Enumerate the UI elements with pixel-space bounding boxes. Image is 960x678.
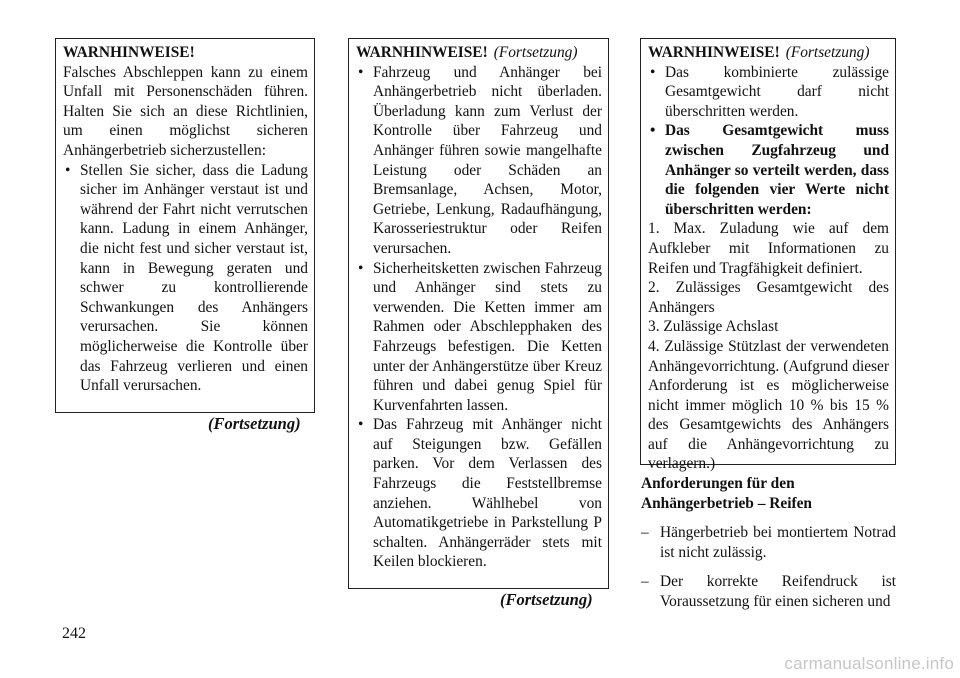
limit-item: 2. Zulässiges Gesamtgewicht des Anhängers	[648, 279, 889, 316]
warning-title: WARNHINWEISE! (Fortsetzung)	[356, 44, 578, 61]
warning-title: WARNHINWEISE!	[63, 44, 195, 61]
warning-bullet-bold: • Das Gesamtgewicht muss zwischen Zugfahrzeug und Anhänger so verteilt werden, dass die folgenden vier Werte nicht überschritten werden:	[648, 121, 889, 219]
warning-list	[63, 161, 308, 396]
warning-list	[648, 63, 889, 220]
warning-title: WARNHINWEISE! (Fortsetzung)	[648, 44, 870, 61]
warning-bullet: • Stellen Sie sicher, dass die Ladung sicher im Anhänger verstaut ist und während der Fahrt nicht verrutschen kann. Ladung in einem Anhänger, die nicht fest und sicher verstaut ist, kann in Bewegung geraten und schwer zu kontrollierende Schwankungen des Anhängers verursachen. Sie können möglicherweise die Kontrolle über das Fahrzeug verlieren und einen Unfall verursachen.	[63, 161, 308, 396]
warning-list	[356, 63, 602, 572]
section-heading: Anforderungen für den Anhängerbetrieb – Reifen	[641, 475, 812, 512]
page-number: 242	[62, 625, 86, 642]
warning-intro: Falsches Abschleppen kann zu einem Unfall mit Personenschäden führen. Halten Sie sich an diese Richtlinien, um einen möglichst sicheren Anhängerbetrieb sicherzustellen:	[63, 63, 308, 159]
warning-bullet: • Fahrzeug und Anhänger bei Anhängerbetrieb nicht überladen. Überladung kann zum Verlust der Kontrolle über Fahrzeug und Anhänger führen sowie mangelhafte Leistung oder Schäden an Bremsanlage, Achsen, Motor, Getriebe, Lenkung, Radaufhängung, Karosseriestruktur oder Reifen verursachen.	[356, 63, 602, 259]
watermark: carmanualsonline.info	[784, 654, 954, 674]
dash-item: – Hängerbetrieb bei montiertem Notrad ist nicht zulässig.	[641, 523, 896, 562]
warning-bullet: • Das Fahrzeug mit Anhänger nicht auf Steigungen bzw. Gefällen parken. Vor dem Verlassen des Fahrzeugs die Feststellbremse anziehen. Wählhebel von Automatikgetriebe in Parkstellung P schalten. Anhängerräder stets mit Keilen blockieren.	[356, 415, 602, 572]
continued-label: (Fortsetzung)	[208, 414, 301, 433]
warning-box-1	[55, 38, 315, 413]
warning-bullet: • Sicherheitsketten zwischen Fahrzeug und Anhänger sind stets zu verwenden. Die Ketten immer am Rahmen oder Abschlepphaken des Fahrzeugs befestigen. Die Ketten unter der Anhängerstütze über Kreuz führen und dabei genug Spiel für Kurvenfahrten lassen.	[356, 259, 602, 416]
tire-requirements-section	[641, 474, 896, 612]
warning-box-3	[640, 38, 896, 473]
warning-box-2	[348, 38, 609, 589]
dash-item: – Der korrekte Reifendruck ist Voraussetzung für einen sicheren und	[641, 572, 896, 611]
limit-item: 4. Zulässige Stützlast der verwendeten Anhängevorrichtung. (Aufgrund dieser Anforderung ist es möglicherweise nicht immer möglich 10 % bis 15 % des Gesamtgewichts des Anhängers auf die Anhängevorrichtung zu verlagern.)	[648, 337, 889, 473]
continued-label: (Fortsetzung)	[500, 590, 593, 609]
warning-bullet: • Das kombinierte zulässige Gesamtgewicht darf nicht überschritten werden.	[648, 63, 889, 122]
limit-item: 1. Max. Zuladung wie auf dem Aufkleber mit Informationen zu Reifen und Tragfähigkeit definiert.	[648, 220, 889, 277]
limit-item: 3. Zulässige Achslast	[648, 318, 779, 336]
